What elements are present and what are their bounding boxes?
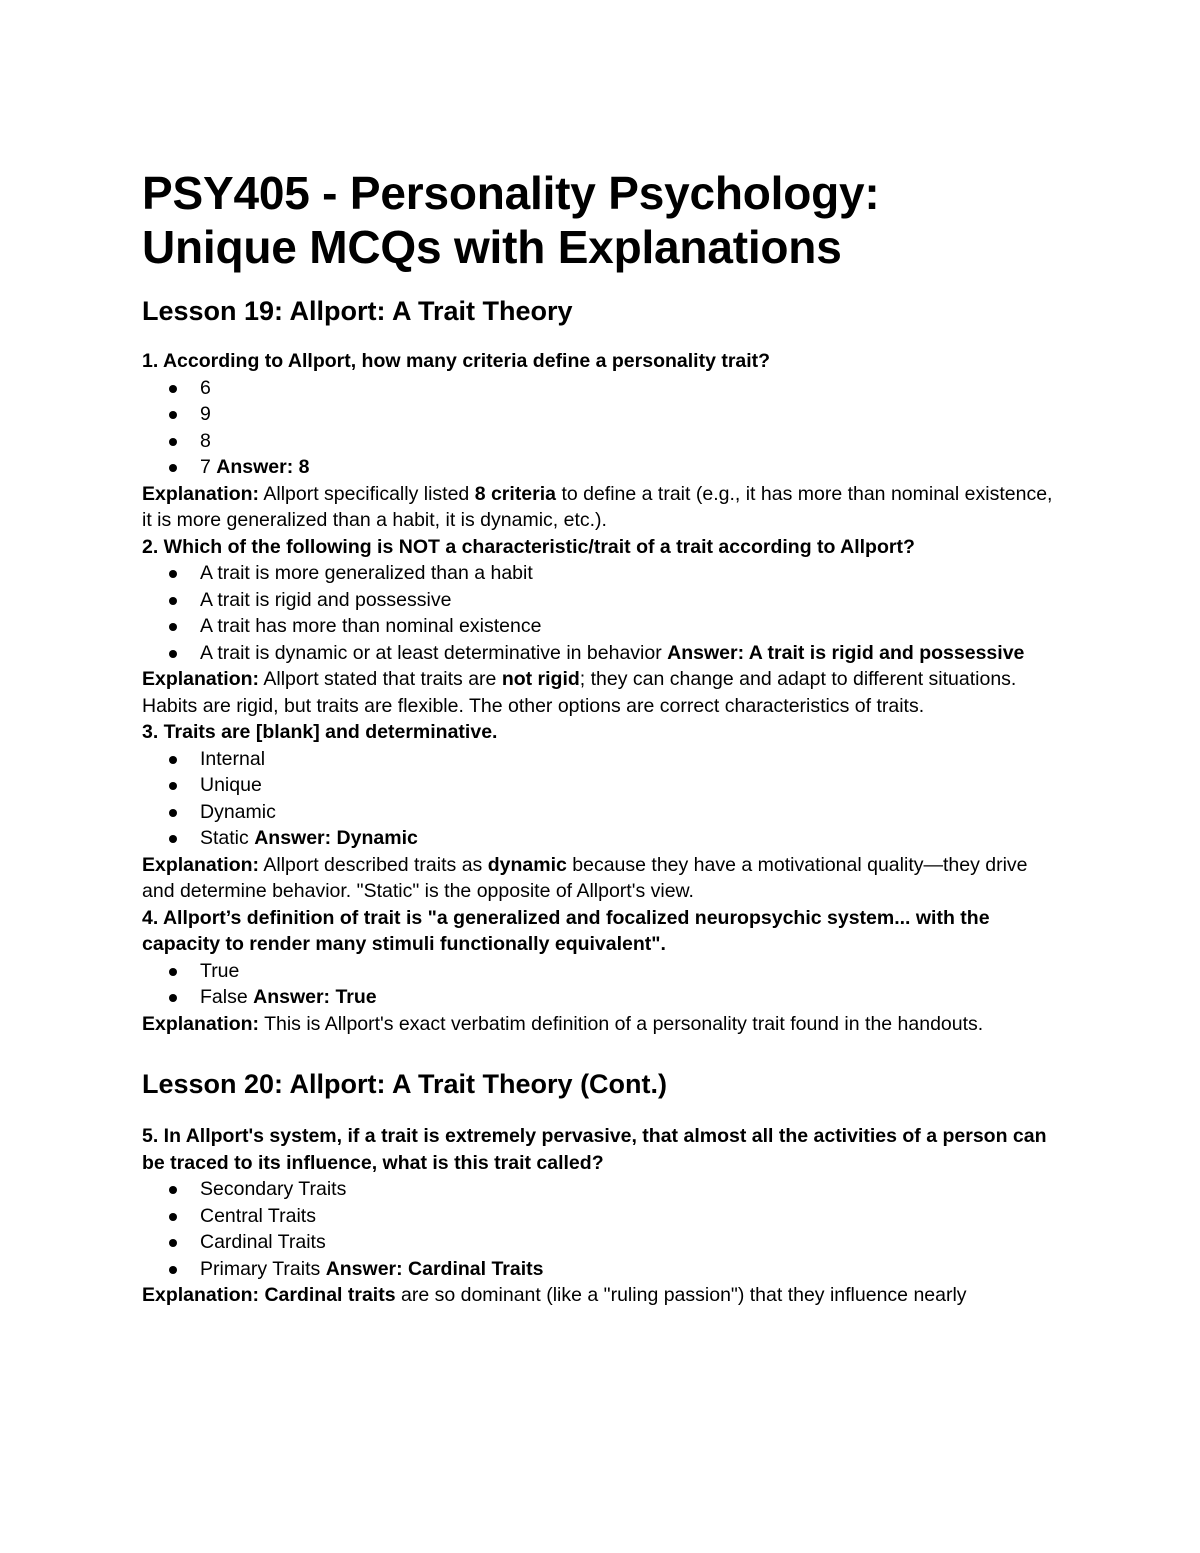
question-text: 4. Allport’s definition of trait is "a generalized and focalized neuropsychic system... with the capacity to render many stimuli functionally equivalent". bbox=[142, 906, 990, 955]
question-2 bbox=[142, 534, 1060, 720]
answer: Answer: Cardinal Traits bbox=[325, 1257, 544, 1280]
option: Primary Traits Answer: Cardinal Traits bbox=[142, 1256, 1060, 1283]
bullet-icon bbox=[169, 1266, 177, 1274]
answer: Answer: Dynamic bbox=[254, 827, 418, 849]
option: Internal bbox=[142, 746, 1060, 773]
answer: Answer: 8 bbox=[216, 456, 310, 478]
option: Central Traits bbox=[142, 1203, 1060, 1230]
bullet-icon bbox=[169, 597, 177, 605]
question-text: 3. Traits are [blank] and determinative. bbox=[142, 721, 498, 743]
bullet-icon bbox=[169, 623, 177, 631]
options-list bbox=[142, 746, 1060, 852]
bullet-icon bbox=[169, 835, 177, 843]
bullet-icon bbox=[169, 464, 177, 472]
bullet-icon bbox=[169, 809, 177, 817]
document-title bbox=[142, 166, 1060, 274]
options-list bbox=[142, 1176, 1060, 1282]
question-text: 1. According to Allport, how many criteria define a personality trait? bbox=[142, 350, 771, 372]
option: 8 bbox=[142, 428, 1060, 455]
option: A trait is more generalized than a habit bbox=[142, 560, 1060, 587]
options-list bbox=[142, 375, 1060, 481]
bullet-icon bbox=[169, 968, 177, 976]
lesson-19-heading: Lesson 19: Allport: A Trait Theory bbox=[142, 296, 573, 326]
explanation: Explanation: Allport specifically listed 8 criteria to define a trait (e.g., it has more than nominal existence, it is more generalized than a habit, it is dynamic, etc.). bbox=[142, 482, 1053, 531]
option: A trait is rigid and possessive bbox=[142, 587, 1060, 614]
bullet-icon bbox=[169, 411, 177, 419]
option: False Answer: True bbox=[142, 984, 1060, 1011]
option: 6 bbox=[142, 375, 1060, 402]
answer: Answer: True bbox=[253, 986, 377, 1008]
bullet-icon bbox=[169, 1213, 177, 1221]
option: A trait has more than nominal existence bbox=[142, 613, 1060, 640]
bullet-icon bbox=[169, 650, 177, 658]
options-list bbox=[142, 958, 1060, 1011]
explanation: Explanation: Allport described traits as dynamic because they have a motivational quality—they drive and determine behavior. "Static" is the opposite of Allport's view. bbox=[142, 853, 1028, 902]
question-text: 2. Which of the following is NOT a characteristic/trait of a trait according to Allport? bbox=[142, 535, 915, 558]
explanation: Explanation: Allport stated that traits are not rigid; they can change and adapt to different situations. Habits are rigid, but traits are flexible. The other options are correct characteristics of traits. bbox=[142, 668, 1017, 717]
explanation: Explanation: Cardinal traits are so dominant (like a "ruling passion") that they influence nearly bbox=[142, 1284, 967, 1306]
question-3 bbox=[142, 719, 1060, 905]
title-line-2: Unique MCQs with Explanations bbox=[142, 221, 842, 273]
bullet-icon bbox=[169, 438, 177, 446]
bullet-icon bbox=[169, 994, 177, 1002]
question-4 bbox=[142, 905, 1060, 1038]
option: 7 Answer: 8 bbox=[142, 454, 1060, 481]
answer: Answer: A trait is rigid and possessive bbox=[667, 641, 1025, 664]
bullet-icon bbox=[169, 1239, 177, 1247]
bullet-icon bbox=[169, 782, 177, 790]
option: Unique bbox=[142, 772, 1060, 799]
lesson-20-heading: Lesson 20: Allport: A Trait Theory (Cont.) bbox=[142, 1069, 668, 1099]
question-5 bbox=[142, 1123, 1060, 1309]
options-list bbox=[142, 560, 1060, 666]
question-text: 5. In Allport's system, if a trait is extremely pervasive, that almost all the activities of a person can be traced to its influence, what is this trait called? bbox=[142, 1125, 1047, 1174]
bullet-icon bbox=[169, 385, 177, 393]
option: Secondary Traits bbox=[142, 1176, 1060, 1203]
option: 9 bbox=[142, 401, 1060, 428]
option: True bbox=[142, 958, 1060, 985]
bullet-icon bbox=[169, 1186, 177, 1194]
title-line-1: PSY405 - Personality Psychology: bbox=[142, 167, 880, 219]
option: Static Answer: Dynamic bbox=[142, 825, 1060, 852]
option: Dynamic bbox=[142, 799, 1060, 826]
bullet-icon bbox=[169, 570, 177, 578]
explanation: Explanation: This is Allport's exact verbatim definition of a personality trait found in the handouts. bbox=[142, 1012, 984, 1035]
option: A trait is dynamic or at least determinative in behavior Answer: A trait is rigid and possessive bbox=[142, 640, 1060, 667]
question-1 bbox=[142, 348, 1060, 534]
bullet-icon bbox=[169, 756, 177, 764]
option: Cardinal Traits bbox=[142, 1229, 1060, 1256]
